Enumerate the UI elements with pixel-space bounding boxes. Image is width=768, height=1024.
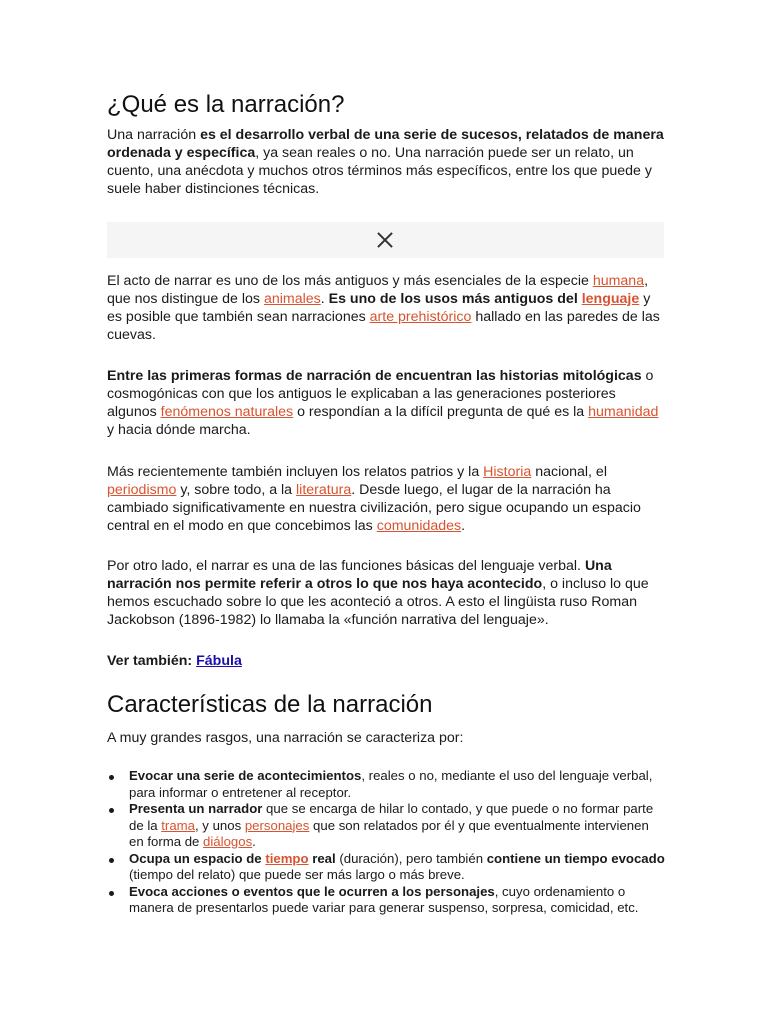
text: . (252, 834, 256, 849)
list-item (107, 851, 667, 884)
text: o cosmogónicas con que los antiguos le explicaban a las generaciones posteriores algunos (107, 368, 654, 420)
text: hallado en las paredes de las cuevas. (107, 309, 660, 343)
paragraph-modern (107, 463, 667, 535)
text: . (320, 291, 329, 307)
paragraph-origin (107, 272, 667, 344)
bullet-icon (109, 775, 114, 780)
bold-text: Evoca acciones o eventos que le ocurren a los personajes (129, 883, 495, 899)
text: y es posible que también sean narraciones (107, 291, 651, 325)
text: , que nos distingue de los (107, 273, 649, 307)
link-historia[interactable]: Historia (483, 464, 532, 480)
section-title: Características de la narración (107, 691, 433, 718)
list-item (107, 884, 667, 917)
text: , o incluso lo que hemos escuchado sobre lo que les aconteció a otros. A esto el lingüista ruso Roman Jackobson (1896-1982) lo llamaba la «función narrativa del lenguaje». (107, 576, 649, 628)
text: . (461, 518, 466, 534)
list-item (107, 768, 667, 801)
link-periodismo[interactable]: periodismo (107, 482, 177, 498)
see-also-label: Ver también: (107, 653, 197, 669)
link-arte-prehistorico[interactable]: arte prehistórico (369, 309, 472, 325)
text: Por otro lado, el narrar es una de las funciones básicas del lenguaje verbal. (107, 558, 585, 574)
link-humana[interactable]: humana (592, 273, 645, 289)
link-animales[interactable]: animales (263, 291, 321, 307)
text: El acto de narrar es uno de los más antiguos y más esenciales de la especie (107, 273, 593, 289)
text: . Desde luego, el lugar de la narración ha cambiado significativamente en nuestra civilización, pero sigue ocupando un espacio central en el modo en que concebimos las (107, 482, 641, 534)
link-lenguaje[interactable]: lenguaje (581, 291, 640, 307)
text: (duración), pero también (335, 850, 487, 866)
text: , ya sean reales o no. Una narración puede ser un relato, un cuento, una anécdota y muchos otros términos más específicos, entre los que puede y suele haber distinciones técnicas. (107, 145, 652, 197)
text: (tiempo del relato) que puede ser más largo o más breve. (129, 867, 465, 882)
link-comunidades[interactable]: comunidades (376, 518, 462, 534)
bold-text: es el desarrollo verbal de una serie de sucesos, relatados de manera ordenada y específica (107, 127, 664, 161)
link-tiempo[interactable]: tiempo (265, 850, 309, 866)
page-title: ¿Qué es la narración? (107, 91, 345, 118)
text: o respondían a la difícil pregunta de qué es la (293, 404, 589, 420)
text: y hacia dónde marcha. (107, 422, 251, 438)
text: que son relatados por él y que eventualmente intervienen en forma de (129, 817, 649, 849)
section-intro: A muy grandes rasgos, una narración se caracteriza por: (107, 730, 464, 746)
text: que se encarga de hilar lo contado, y que puede o no formar parte de la (129, 801, 654, 833)
bold-text: contiene un tiempo evocado (486, 850, 665, 866)
list-item (107, 801, 667, 851)
text: nacional, el (531, 464, 607, 480)
link-personajes[interactable]: personajes (244, 817, 310, 833)
bullet-icon (109, 891, 114, 896)
text: , reales o no, mediante el uso del lenguaje verbal, para informar o entretener al receptor. (129, 768, 653, 800)
bold-text: Es uno de los usos más antiguos del (328, 291, 582, 307)
characteristics-list (107, 768, 667, 917)
bold-text: Una narración nos permite referir a otros lo que nos haya acontecido (107, 558, 612, 592)
text: Una narración (107, 127, 201, 143)
ad-banner (107, 222, 664, 258)
bold-text: Entre las primeras formas de narración de encuentran las historias mitológicas (107, 368, 642, 384)
paragraph-definition (107, 126, 667, 198)
link-dialogos[interactable]: diálogos (203, 834, 253, 849)
see-also (107, 652, 667, 670)
link-fenomenos-naturales[interactable]: fenómenos naturales (160, 404, 294, 420)
bold-text: real (308, 850, 336, 866)
bullet-icon (109, 808, 114, 813)
close-icon[interactable] (377, 232, 393, 248)
bullet-icon (109, 858, 114, 863)
link-fabula[interactable]: Fábula (196, 653, 242, 669)
link-literatura[interactable]: literatura (296, 482, 352, 498)
bold-text: Ocupa un espacio de (129, 850, 266, 866)
text: , y unos (194, 817, 245, 833)
bold-text: Presenta un narrador (129, 801, 263, 816)
text: , cuyo ordenamiento o manera de presentarlos puede variar para generar suspenso, sorpresa, comicidad, etc. (129, 883, 639, 915)
text: Más recientemente también incluyen los relatos patrios y la (107, 464, 484, 480)
paragraph-mythology (107, 367, 667, 439)
text: y, sobre todo, a la (176, 482, 297, 498)
bold-text: Evocar una serie de acontecimientos (129, 768, 362, 783)
link-trama[interactable]: trama (161, 817, 195, 833)
paragraph-function (107, 557, 667, 629)
link-humanidad[interactable]: humanidad (588, 404, 659, 420)
